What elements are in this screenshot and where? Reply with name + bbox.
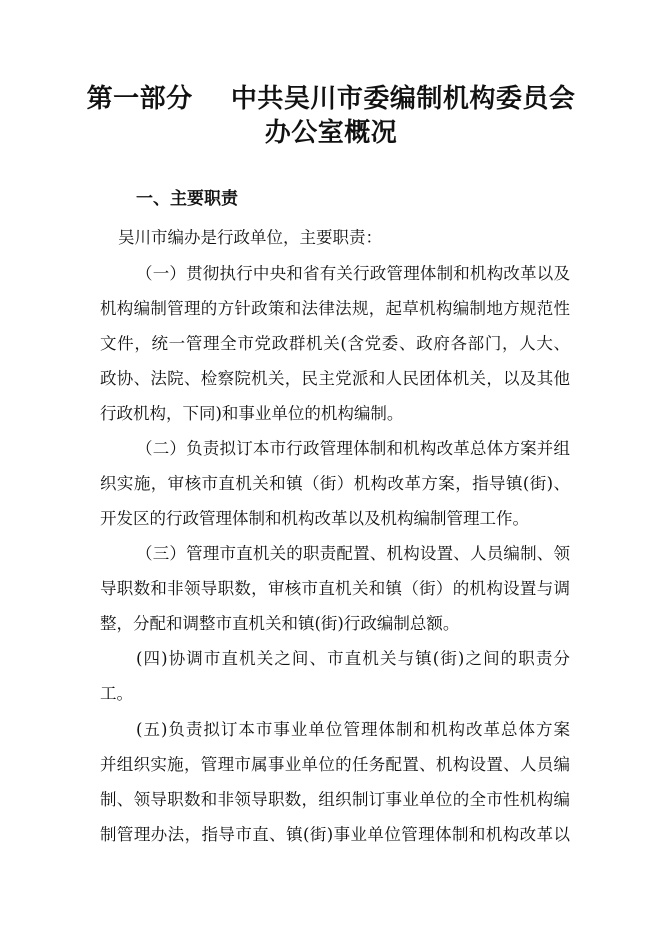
body-line: 导职数和非领导职数，审核市直机关和镇（街）的机构设置与调 <box>100 579 570 598</box>
body-line: (五)负责拟订本市事业单位管理体制和机构改革总体方案 <box>136 720 570 739</box>
body-line: 政协、法院、检察院机关，民主党派和人民团体机关，以及其他 <box>100 369 570 388</box>
document-title-line-1: 第一部分 中共吴川市委编制机构委员会 <box>86 84 576 114</box>
body-line: 文件，统一管理全市党政群机关(含党委、政府各部门，人大、 <box>100 334 570 353</box>
intro-text: 吴川市编办是行政单位，主要职责： <box>118 228 382 247</box>
section-heading: 一、主要职责 <box>136 189 238 209</box>
body-line: （二）负责拟订本市行政管理体制和机构改革总体方案并组 <box>136 439 570 458</box>
body-line: 制管理办法，指导市直、镇(街)事业单位管理体制和机构改革以 <box>100 825 570 844</box>
body-line: 织实施，审核市直机关和镇（街）机构改革方案，指导镇(街)、 <box>100 474 570 493</box>
body-line: 机构编制管理的方针政策和法律法规，起草机构编制地方规范性 <box>100 299 570 318</box>
document-title-line-2: 办公室概况 <box>264 118 398 148</box>
body-line: 并组织实施，管理市属事业单位的任务配置、机构设置、人员编 <box>100 755 570 774</box>
body-line: 开发区的行政管理体制和机构改革以及机构编制管理工作。 <box>100 509 529 528</box>
body-line: （三）管理市直机关的职责配置、机构设置、人员编制、领 <box>136 544 570 563</box>
body-line: 整，分配和调整市直机关和镇(街)行政编制总额。 <box>100 614 460 633</box>
body-line: (四)协调市直机关之间、市直机关与镇(街)之间的职责分 <box>136 649 570 668</box>
body-line: （一）贯彻执行中央和省有关行政管理体制和机构改革以及 <box>136 264 570 283</box>
body-line: 行政机构，下同)和事业单位的机构编制。 <box>100 404 404 423</box>
body-line: 工。 <box>100 684 133 703</box>
body-line: 制、领导职数和非领导职数，组织制订事业单位的全市性机构编 <box>100 790 570 809</box>
